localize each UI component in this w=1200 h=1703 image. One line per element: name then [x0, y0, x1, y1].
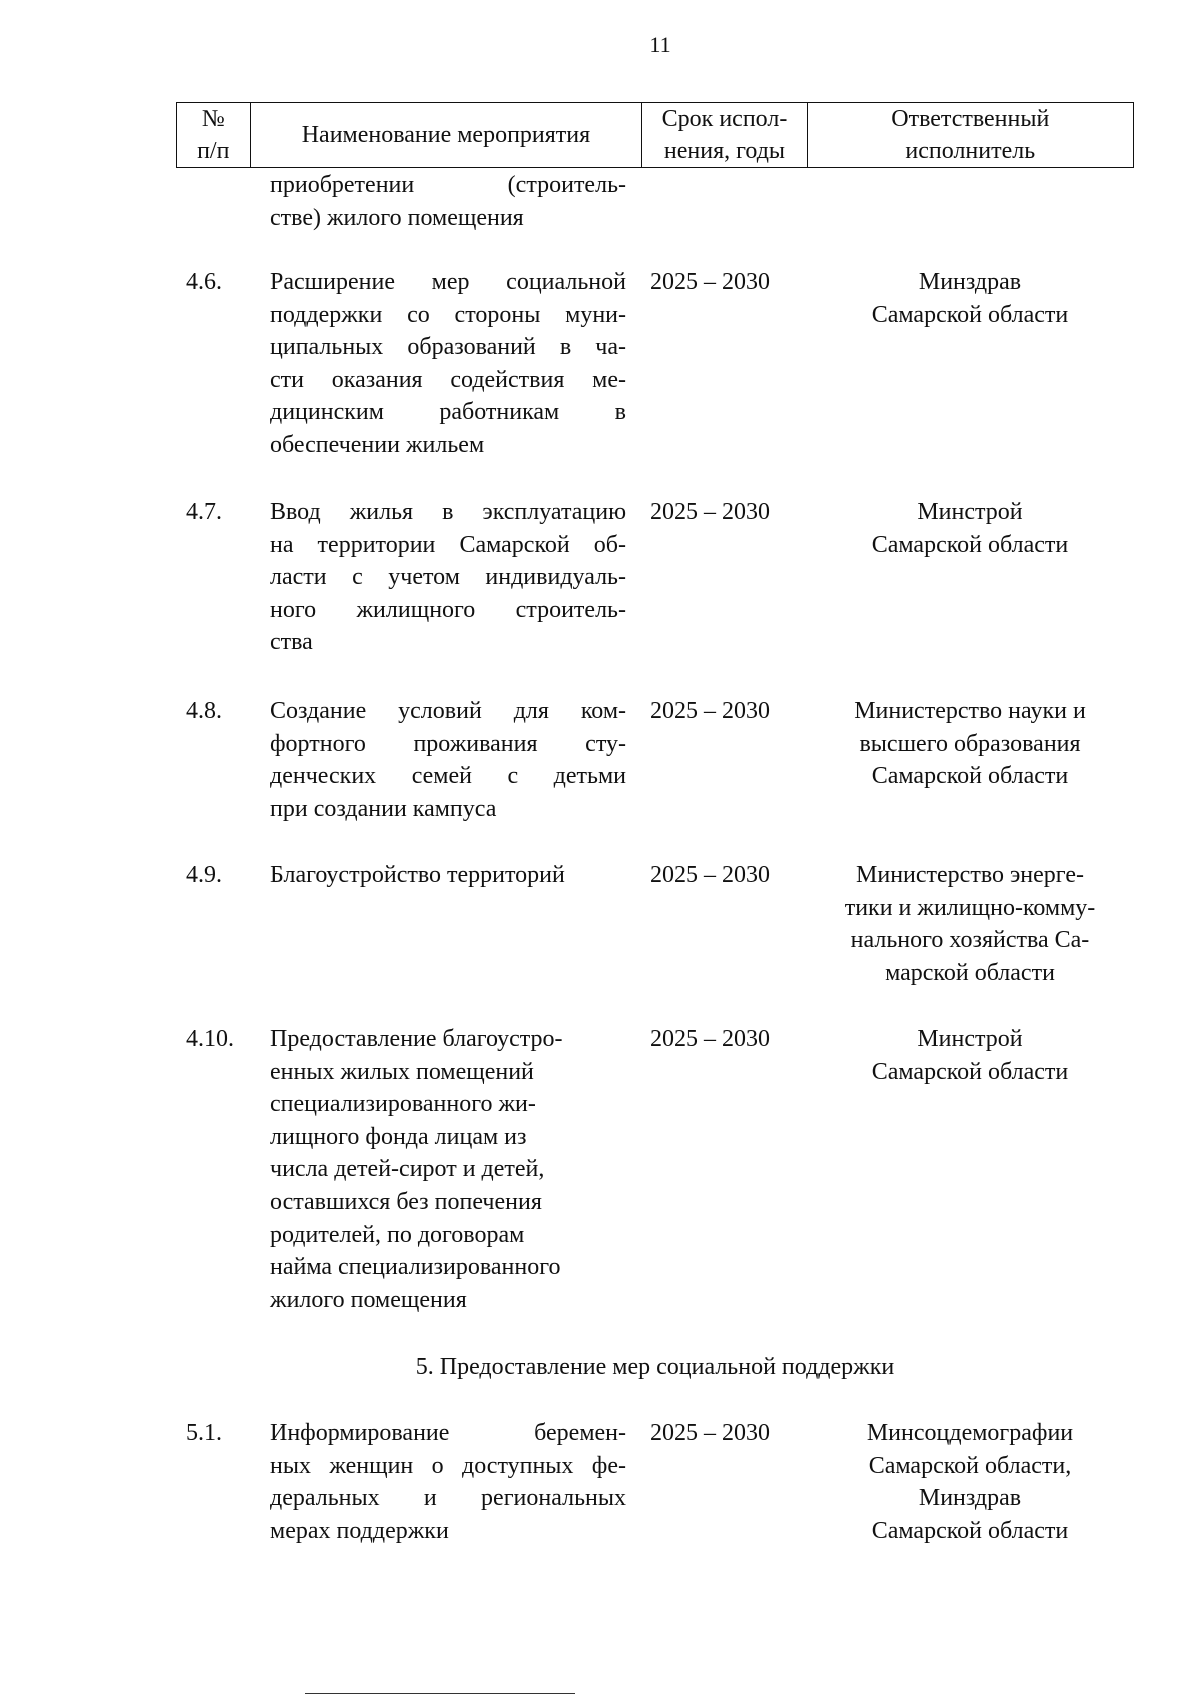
item-name: Предоставление благоустро- енных жилых помещений специализированного жи- лищного фонда лицам из числа детей-сирот и детей, оставшихся без попечения родителей, по договорам найма специализированного жилого помещения — [270, 1026, 563, 1313]
item-term: 2025 – 2030 — [650, 1026, 770, 1052]
item-name: Расширение мер социальной поддержки со стороны муни- ципальных образований в ча- сти оказания содействия ме- дицинским работникам в обеспечении жильем — [270, 269, 626, 458]
item-name: Информирование беремен- ных женщин о доступных фе- деральных и региональных мерах поддержки — [270, 1420, 626, 1544]
header-col-term: Срок испол- нения, годы — [642, 103, 807, 168]
item-term: 2025 – 2030 — [650, 698, 770, 724]
item-term: 2025 – 2030 — [650, 269, 770, 295]
item-name: приобретении (строитель- стве) жилого помещения — [270, 172, 626, 231]
page-number: 11 — [649, 32, 671, 57]
item-executor: Минсоцдемографии Самарской области, Минздрав Самарской области — [866, 1420, 1074, 1544]
item-number: 4.9. — [186, 862, 222, 888]
header-col-number: № п/п — [177, 103, 251, 168]
item-term: 2025 – 2030 — [650, 862, 770, 888]
item-number: 4.8. — [186, 698, 222, 724]
footer-divider — [305, 1693, 575, 1694]
item-term: 2025 – 2030 — [650, 1420, 770, 1446]
item-executor: Минстрой Самарской области — [871, 499, 1069, 558]
item-number: 4.7. — [186, 499, 222, 525]
item-name: Благоустройство территорий — [270, 862, 565, 888]
header-col-name: Наименование мероприятия — [250, 103, 642, 168]
item-executor: Министерство энерге- тики и жилищно-комму- нального хозяйства Са- марской области — [844, 862, 1096, 986]
section-title: 5. Предоставление мер социальной поддержки — [415, 1354, 895, 1380]
item-name: Создание условий для ком- фортного проживания сту- денческих семей с детьми при создании кампуса — [270, 698, 626, 822]
item-executor: Минздрав Самарской области — [871, 269, 1069, 328]
item-executor: Минстрой Самарской области — [871, 1026, 1069, 1085]
item-executor: Министерство науки и высшего образования Самарской области — [854, 698, 1086, 790]
item-number: 4.10. — [186, 1026, 234, 1052]
item-name: Ввод жилья в эксплуатацию на территории Самарской об- ласти с учетом индивидуаль- ного жилищного строитель- ства — [270, 499, 626, 656]
item-term: 2025 – 2030 — [650, 499, 770, 525]
item-number: 5.1. — [186, 1420, 222, 1446]
header-col-executor: Ответственный исполнитель — [807, 103, 1133, 168]
item-number: 4.6. — [186, 269, 222, 295]
table-header — [176, 102, 1134, 168]
